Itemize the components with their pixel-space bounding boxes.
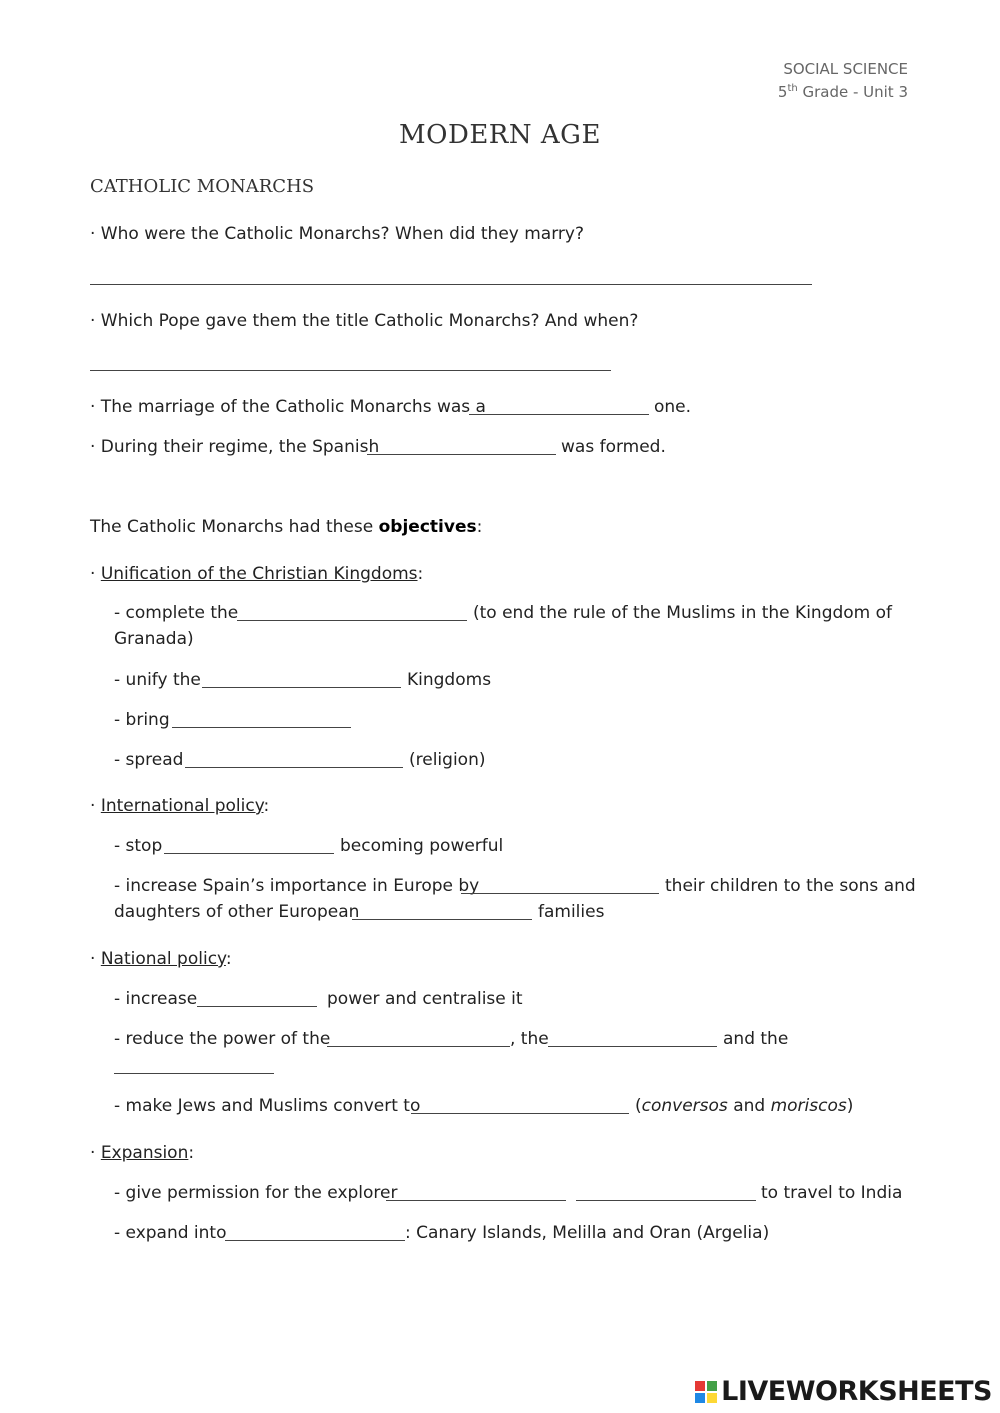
question-3-end: one. (654, 397, 692, 417)
blank-stop[interactable] (164, 853, 334, 854)
blank-reduce-2[interactable] (548, 1046, 717, 1047)
national-item-3: - make Jews and Muslims convert to (114, 1096, 421, 1116)
expansion-item-1: - give permission for the explorer (114, 1183, 398, 1203)
blank-reduce-3[interactable] (114, 1073, 274, 1074)
blank-bring[interactable] (172, 727, 351, 728)
liveworksheets-logo (695, 1376, 992, 1407)
blank-convert[interactable] (411, 1113, 629, 1114)
international-item-2: - increase Spain’s importance in Europe by (114, 876, 480, 896)
section-expansion: · Expansion: (90, 1143, 195, 1163)
unification-item-1-cont: Granada) (114, 629, 194, 649)
objectives-intro: The Catholic Monarchs had these objectives: (90, 517, 483, 537)
national-item-2-end: and the (723, 1029, 789, 1049)
blank-complete[interactable] (237, 620, 467, 621)
expansion-item-1-rest: to travel to India (761, 1183, 903, 1203)
blank-reduce-1[interactable] (327, 1046, 510, 1047)
subject-label: SOCIAL SCIENCE (783, 60, 908, 78)
question-3: · The marriage of the Catholic Monarchs was a (90, 397, 486, 417)
national-item-2: - reduce the power of the (114, 1029, 331, 1049)
section-international: · International policy: (90, 796, 270, 816)
unification-item-2-rest: Kingdoms (407, 670, 492, 690)
logo-mark-icon (695, 1381, 717, 1403)
blank-expand[interactable] (225, 1240, 405, 1241)
blank-spanish-formed[interactable] (367, 454, 556, 455)
unification-item-1: - complete the (114, 603, 239, 623)
blank-marrying[interactable] (461, 893, 659, 894)
question-1: · Who were the Catholic Monarchs? When did they marry? (90, 224, 584, 244)
unification-item-4: - spread (114, 750, 184, 770)
national-item-1: - increase (114, 989, 198, 1009)
section-national: · National policy: (90, 949, 232, 969)
unification-item-3: - bring (114, 710, 170, 730)
section-unification: · Unification of the Christian Kingdoms: (90, 564, 424, 584)
blank-explorer-1[interactable] (386, 1200, 566, 1201)
unification-item-2: - unify the (114, 670, 201, 690)
question-4-end: was formed. (561, 437, 666, 457)
national-item-1-rest: power and centralise it (327, 989, 523, 1009)
unification-item-4-rest: (religion) (409, 750, 486, 770)
page-title: MODERN AGE (399, 120, 601, 150)
national-item-3-rest: (conversos and moriscos) (635, 1096, 854, 1116)
national-item-2-mid: , the (510, 1029, 549, 1049)
answer-line-1[interactable] (90, 284, 812, 285)
blank-increase[interactable] (197, 1006, 317, 1007)
expansion-item-2: - expand into (114, 1223, 227, 1243)
international-item-1: - stop (114, 836, 163, 856)
section-subtitle: CATHOLIC MONARCHS (90, 176, 315, 197)
blank-families[interactable] (352, 919, 532, 920)
blank-spread[interactable] (185, 767, 403, 768)
grade-label: 5th Grade - Unit 3 (777, 83, 908, 101)
expansion-item-2-rest: : Canary Islands, Melilla and Oran (Argelia) (405, 1223, 770, 1243)
international-item-2-end: families (538, 902, 605, 922)
blank-explorer-2[interactable] (576, 1200, 756, 1201)
international-item-1-rest: becoming powerful (340, 836, 504, 856)
blank-marriage-type[interactable] (469, 414, 649, 415)
international-item-2-rest: their children to the sons and (665, 876, 916, 896)
question-2: · Which Pope gave them the title Catholic Monarchs? And when? (90, 311, 639, 331)
answer-line-2[interactable] (90, 370, 611, 371)
logo-text: LIVEWORKSHEETS (721, 1376, 992, 1407)
question-4: · During their regime, the Spanish (90, 437, 380, 457)
international-item-2-cont: daughters of other European (114, 902, 360, 922)
blank-unify[interactable] (202, 687, 401, 688)
unification-item-1-rest: (to end the rule of the Muslims in the Kingdom of (473, 603, 893, 623)
